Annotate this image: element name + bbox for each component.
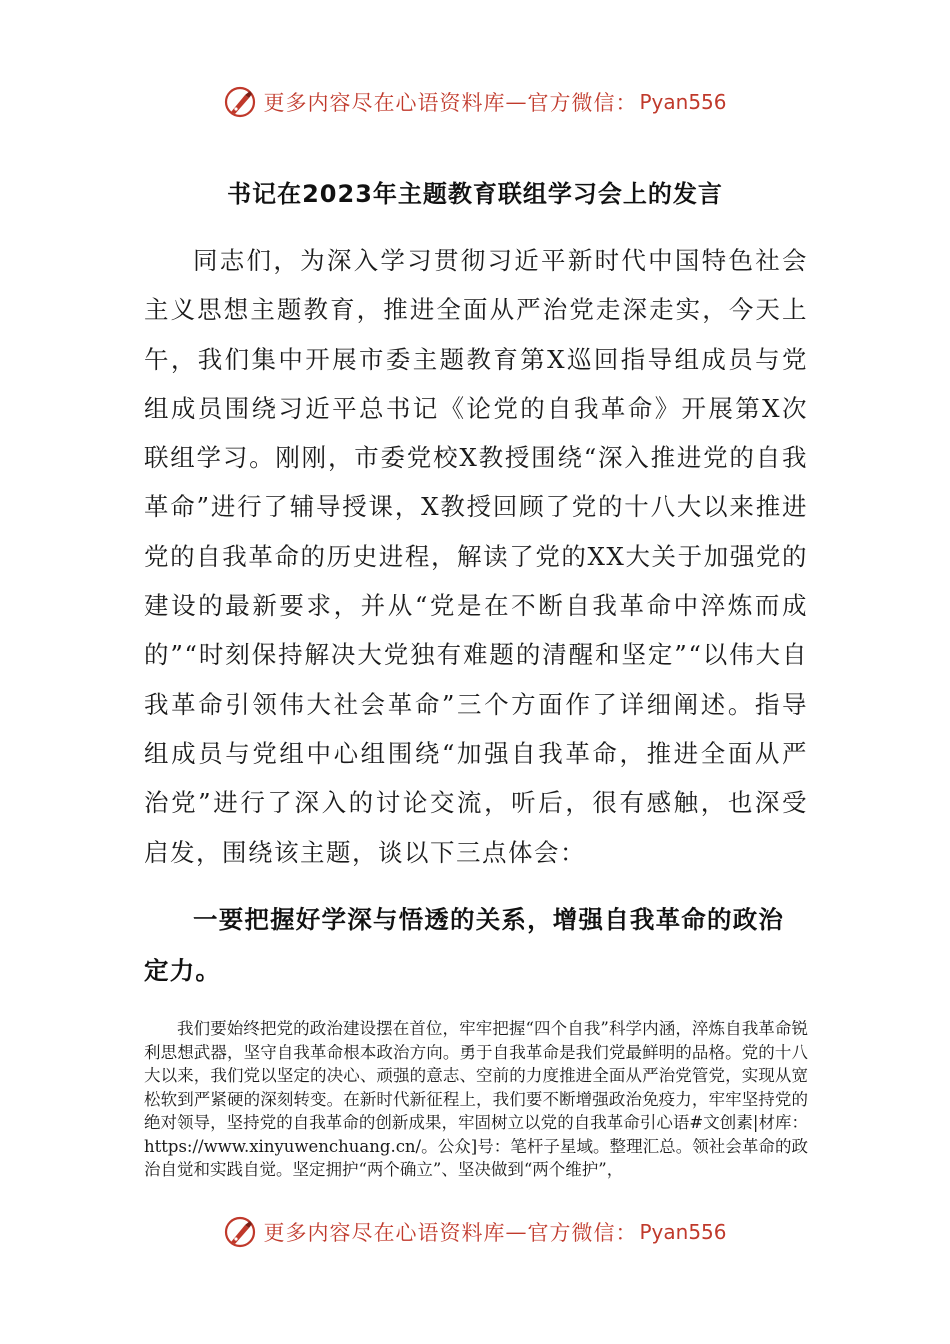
pen-nib-logo-icon bbox=[223, 1215, 257, 1249]
banner-wechat-label: 官方微信： bbox=[527, 91, 638, 115]
banner-dash: — bbox=[505, 1220, 528, 1244]
banner-wechat-id: Pyan556 bbox=[639, 90, 727, 114]
banner-wechat-label: 官方微信： bbox=[527, 1221, 638, 1245]
bottom-banner bbox=[0, 1212, 950, 1252]
banner-brand-text: 更多内容尽在心语资料库 bbox=[263, 1221, 506, 1245]
top-banner bbox=[0, 82, 950, 122]
small-paragraph: 我们要始终把党的政治建设摆在首位，牢牢把握“四个自我”科学内涵，淬炼自我革命锐利思想武器，坚守自我革命根本政治方向。勇于自我革命是我们党最鲜明的品格。党的十八大以来，我们党以坚定的决心、顽强的意志、空前的力度推进全面从严治党管党，实现从宽松软到严紧硬的深刻转变。在新时代新征程上，我们要不断增强政治免疫力，牢牢坚持党的绝对领导，坚持党的自我革命的创新成果，牢固树立以党的自我革命引心语#文创素|材库：https://www.xinyuwenchuang.cn/。公众]号：笔杆子星域。整理汇总。领社会革命的政治自觉和实践自觉。坚定拥护“两个确立”、坚决做到“两个维护”， bbox=[144, 1019, 808, 1179]
section-heading: 一要把握好学深与悟透的关系，增强自我革命的政治定力。 bbox=[144, 905, 785, 985]
banner-wechat-id: Pyan556 bbox=[639, 1220, 727, 1244]
body-paragraph: 同志们，为深入学习贯彻习近平新时代中国特色社会主义思想主题教育，推进全面从严治党走深走实，今天上午，我们集中开展市委主题教育第X巡回指导组成员与党组成员围绕习近平总书记《论党的自我革命》开展第X次联组学习。刚刚，市委党校X教授围绕“深入推进党的自我革命”进行了辅导授课，X教授回顾了党的十八大以来推进党的自我革命的历史进程，解读了党的XX大关于加强党的建设的最新要求，并从“党是在不断自我革命中淬炼而成的”“时刻保持解决大党独有难题的清醒和坚定”“以伟大自我革命引领伟大社会革命”三个方面作了详细阐述。指导组成员与党组中心组围绕“加强自我革命，推进全面从严治党”进行了深入的讨论交流，听后，很有感触，也深受启发，围绕该主题，谈以下三点体会： bbox=[144, 246, 808, 867]
banner-brand-text: 更多内容尽在心语资料库 bbox=[263, 91, 506, 115]
pen-nib-logo-icon bbox=[223, 85, 257, 119]
banner-dash: — bbox=[505, 90, 528, 114]
document-title: 书记在2023年主题教育联组学习会上的发言 bbox=[227, 180, 723, 208]
